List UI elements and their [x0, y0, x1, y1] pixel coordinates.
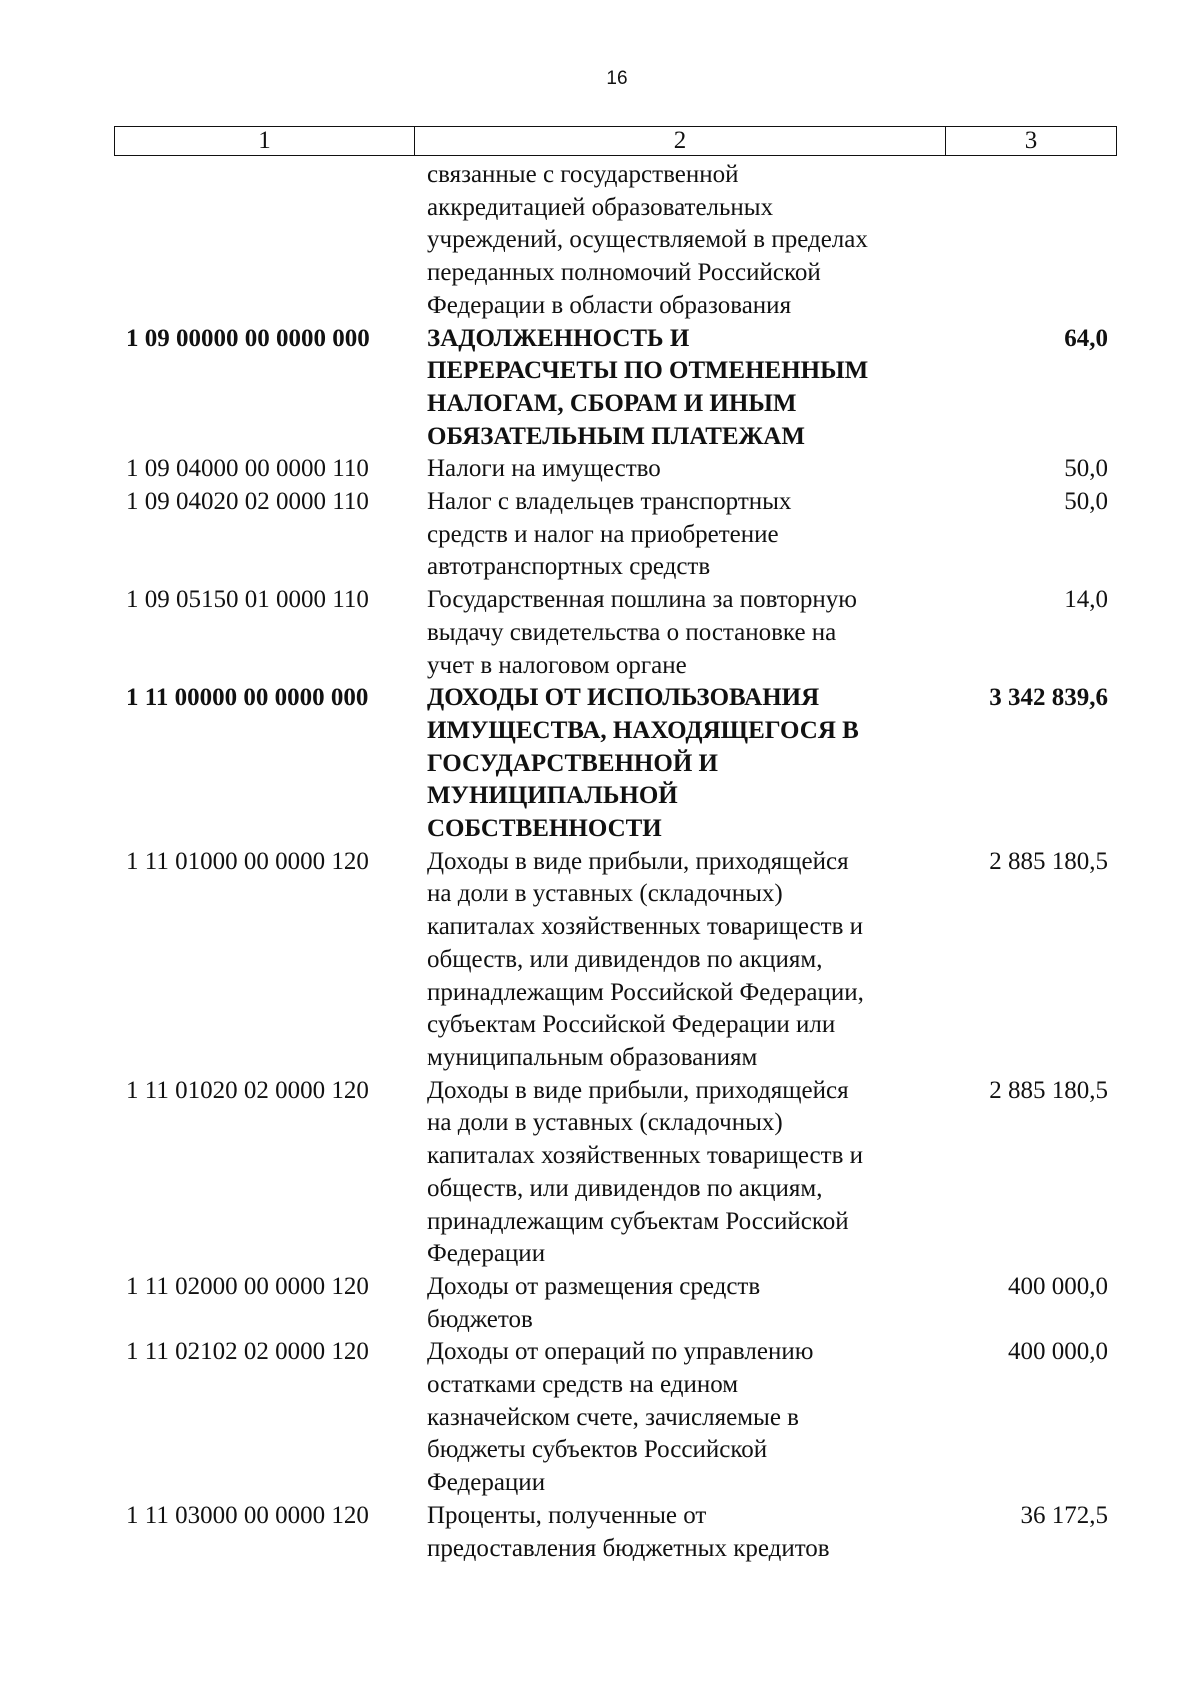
row-name: Проценты, полученные от предоставления бюджетных кредитов	[427, 1501, 830, 1562]
row-code: 1 11 02000 00 0000 120	[126, 1272, 369, 1300]
table-row	[0, 159, 1200, 323]
table-header	[114, 126, 1117, 156]
row-name: ЗАДОЛЖЕННОСТЬ И ПЕРЕРАСЧЕТЫ ПО ОТМЕНЕННЫМ НАЛОГАМ, СБОРАМ И ИНЫМ ОБЯЗАТЕЛЬНЫМ ПЛАТЕЖАМ	[427, 324, 869, 450]
row-name: Доходы в виде прибыли, приходящейся на доли в уставных (складочных) капиталах хозяйственных товариществ и обществ, или дивидендов по акциям, принадлежащим Российской Федерации, субъектам Российской Федерации или муниципальным образованиям	[427, 847, 864, 1071]
table-row	[0, 486, 1200, 584]
row-amount: 50,0	[1064, 455, 1108, 483]
row-amount: 3 342 839,6	[989, 684, 1108, 712]
table-row	[0, 1336, 1200, 1500]
row-code: 1 09 04000 00 0000 110	[126, 455, 369, 483]
row-name: Доходы от операций по управлению остатками средств на едином казначейском счете, зачисляемые в бюджеты субъектов Российской Федерации	[427, 1338, 814, 1497]
column-header-code: 1	[115, 127, 415, 155]
row-name: Доходы от размещения средств бюджетов	[427, 1272, 761, 1333]
row-name: Налог с владельцев транспортных средств и налог на приобретение автотранспортных средств	[427, 488, 792, 581]
row-code: 1 09 04020 02 0000 110	[126, 488, 369, 516]
table-row	[0, 682, 1200, 846]
row-code: 1 11 01020 02 0000 120	[126, 1076, 369, 1104]
table-body	[0, 159, 1200, 1565]
table-row	[0, 1271, 1200, 1336]
row-name: Налоги на имущество	[427, 455, 661, 483]
row-code: 1 11 01000 00 0000 120	[126, 847, 369, 875]
row-amount: 2 885 180,5	[989, 847, 1108, 875]
row-name: Доходы в виде прибыли, приходящейся на доли в уставных (складочных) капиталах хозяйственных товариществ и обществ, или дивидендов по акциям, принадлежащим субъектам Российской Федерации	[427, 1076, 864, 1268]
row-amount: 400 000,0	[1008, 1272, 1108, 1300]
row-amount: 400 000,0	[1008, 1338, 1108, 1366]
page-number: 16	[606, 68, 628, 89]
row-code: 1 11 00000 00 0000 000	[126, 684, 369, 712]
row-amount: 50,0	[1064, 488, 1108, 516]
column-header-amount: 3	[1024, 127, 1038, 154]
row-name: ДОХОДЫ ОТ ИСПОЛЬЗОВАНИЯ ИМУЩЕСТВА, НАХОДЯЩЕГОСЯ В ГОСУДАРСТВЕННОЙ И МУНИЦИПАЛЬНОЙ СОБСТВЕННОСТИ	[427, 684, 859, 843]
row-amount: 14,0	[1064, 586, 1108, 614]
table-row	[0, 453, 1200, 486]
row-code: 1 11 02102 02 0000 120	[126, 1338, 369, 1366]
column-header-name: 2	[415, 127, 946, 155]
table-row	[0, 846, 1200, 1075]
row-amount: 2 885 180,5	[989, 1076, 1108, 1104]
row-name: связанные с государственной аккредитацией образовательных учреждений, осуществляемой в пределах переданных полномочий Российской Федерации в области образования	[427, 161, 868, 319]
row-code: 1 09 00000 00 0000 000	[126, 324, 370, 352]
table-row	[0, 1500, 1200, 1565]
table-row	[0, 1075, 1200, 1271]
row-amount: 36 172,5	[1020, 1501, 1108, 1529]
row-code: 1 09 05150 01 0000 110	[126, 586, 369, 614]
row-code: 1 11 03000 00 0000 120	[126, 1501, 369, 1529]
table-row	[0, 323, 1200, 454]
row-amount: 64,0	[1064, 324, 1108, 352]
row-name: Государственная пошлина за повторную выдачу свидетельства о постановке на учет в налоговом органе	[427, 586, 857, 679]
table-row	[0, 584, 1200, 682]
